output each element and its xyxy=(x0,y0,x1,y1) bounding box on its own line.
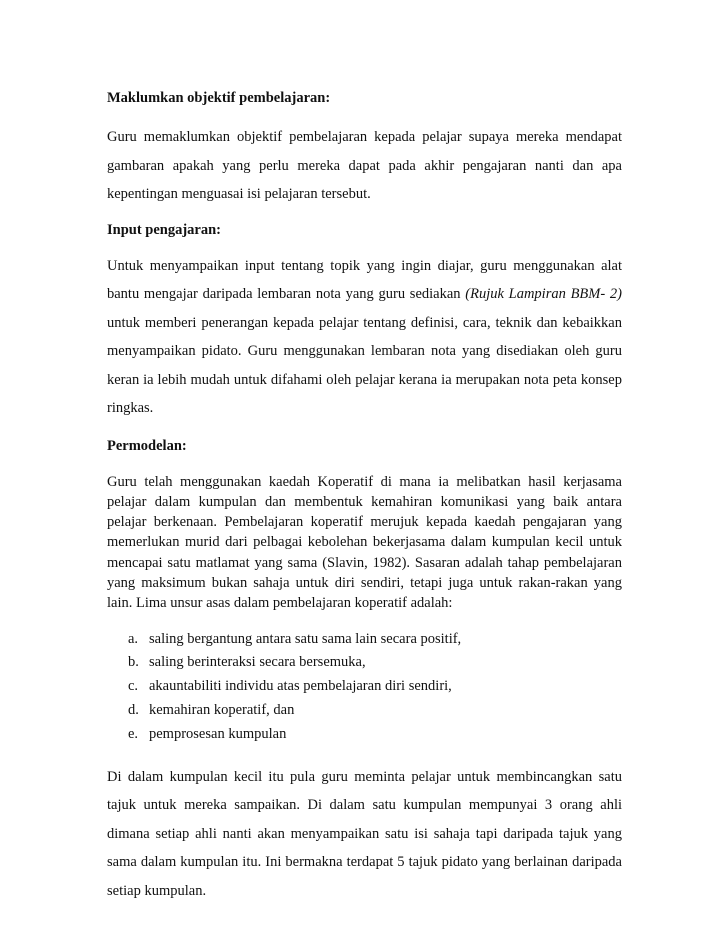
list-text: akauntabiliti individu atas pembelajaran diri sendiri, xyxy=(149,678,452,695)
list-item xyxy=(107,699,622,723)
heading-permodelan: Permodelan: xyxy=(107,437,187,454)
list-item xyxy=(107,675,622,699)
paragraph-input xyxy=(107,252,622,423)
list-marker: a. xyxy=(128,630,139,647)
list-marker: c. xyxy=(128,678,139,695)
paragraph-input-part1: Untuk menyampaikan input tentang topik yang ingin diajar, guru menggunakan alat bantu mengajar daripada lembaran nota yang guru sediakan xyxy=(107,257,622,302)
list-item xyxy=(107,723,622,747)
list-text: saling berinteraksi secara bersemuka, xyxy=(149,654,366,671)
lampiran-reference: (Rujuk Lampiran BBM- 2) xyxy=(465,286,622,302)
list-text: saling bergantung antara satu sama lain secara positif, xyxy=(149,630,462,647)
paragraph-permodelan: Guru telah menggunakan kaedah Koperatif di mana ia melibatkan hasil kerjasama pelajar dalam kumpulan dan membentuk kemahiran komunikasi yang baik antara pelajar berkenaan. Pembelajaran koperatif merujuk kepada kaedah pengajaran yang memerlukan murid dari pelbagai kebolehan bekerjasama dalam kumpulan kecil untuk mencapai satu matlamat yang sama (Slavin, 1982). Sasaran adalah tahap pembelajaran yang maksimum bukan sahaja untuk diri sendiri, tetapi juga untuk rakan-rakan yang lain. Lima unsur asas dalam pembelajaran koperatif adalah: xyxy=(107,473,622,612)
heading-input: Input pengajaran: xyxy=(107,221,222,238)
list-item xyxy=(107,651,622,675)
paragraph-input-part2: untuk memberi penerangan kepada pelajar tentang definisi, cara, teknik dan kebaikkan menyampaikan pidato. Guru menggunakan lembaran nota yang disediakan oleh guru keran ia lebih mudah untuk difahami oleh pelajar kerana ia merupakan nota peta konsep ringkas. xyxy=(107,314,622,416)
list-marker: d. xyxy=(128,701,139,718)
unsur-list xyxy=(107,628,622,747)
list-text: kemahiran koperatif, dan xyxy=(149,701,295,718)
list-text: pemprosesan kumpulan xyxy=(149,725,287,742)
paragraph-objektif: Guru memaklumkan objektif pembelajaran kepada pelajar supaya mereka mendapat gambaran apakah yang perlu mereka dapat pada akhir pengajaran nanti dan apa kepentingan menguasai isi pelajaran tersebut. xyxy=(107,129,622,202)
heading-objektif: Maklumkan objektif pembelajaran: xyxy=(107,90,331,106)
list-item xyxy=(107,628,622,652)
document-body xyxy=(107,86,622,905)
list-marker: b. xyxy=(128,654,139,671)
paragraph-kumpulan: Di dalam kumpulan kecil itu pula guru meminta pelajar untuk membincangkan satu tajuk untuk mereka sampaikan. Di dalam satu kumpulan mempunyai 3 orang ahli dimana setiap ahli nanti akan menyampaikan satu isi sahaja tapi daripada tajuk yang sama dalam kumpulan itu. Ini bermakna terdapat 5 tajuk pidato yang berlainan daripada setiap kumpulan. xyxy=(107,768,622,899)
list-marker: e. xyxy=(128,725,139,742)
